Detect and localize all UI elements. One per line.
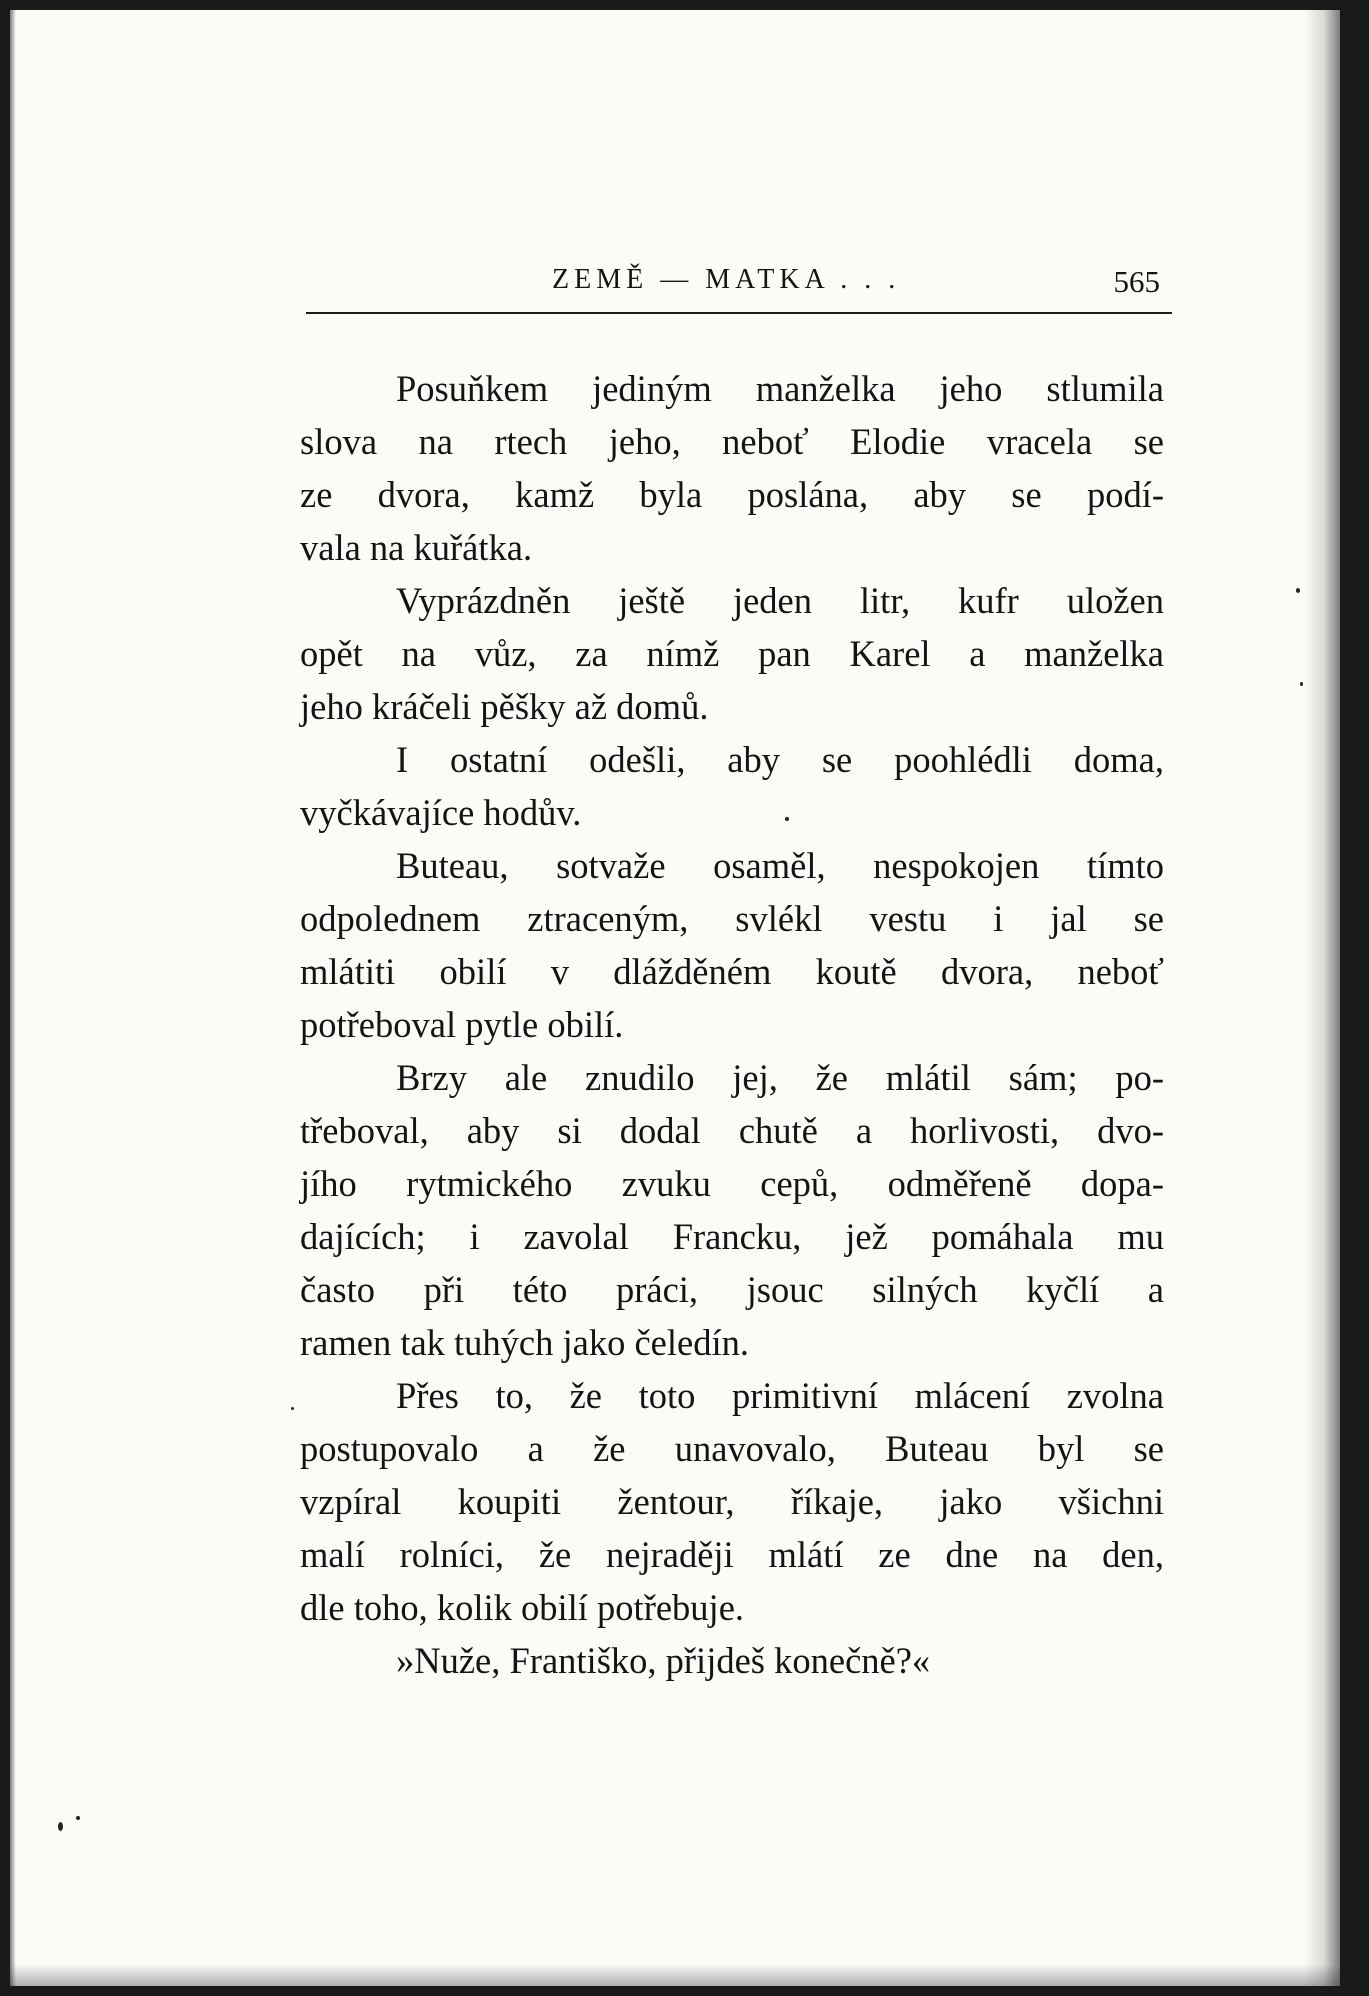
print-speck — [291, 1407, 294, 1410]
page-edge-shadow-left — [10, 10, 16, 1986]
paragraph — [300, 839, 1164, 1051]
print-speck — [58, 1822, 63, 1831]
text-line: odpolednem ztraceným, svlékl vestu i jal se — [300, 898, 1164, 939]
page-number: 565 — [1113, 264, 1160, 299]
text-line: často při této práci, jsouc silných kyčlí a — [300, 1269, 1164, 1310]
paragraph — [300, 574, 1164, 733]
text-line: potřeboval pytle obilí. — [300, 1004, 624, 1045]
print-speck — [1296, 588, 1300, 593]
text-line: Vyprázdněn ještě jeden litr, kufr uložen — [396, 580, 1164, 621]
text-line: »Nuže, Františko, přijdeš konečně?« — [396, 1640, 931, 1681]
text-line: opět na vůz, za nímž pan Karel a manželka — [300, 633, 1164, 674]
text-line: mlátiti obilí v dlážděném koutě dvora, neboť — [300, 951, 1164, 992]
print-speck — [1300, 682, 1303, 686]
paragraph — [300, 1369, 1164, 1634]
page-edge-shadow-right — [1304, 10, 1340, 1986]
body-text — [300, 362, 1164, 1687]
paragraph — [300, 1051, 1164, 1369]
text-line: Přes to, že toto primitivní mlácení zvolna — [396, 1375, 1164, 1416]
text-line: Buteau, sotvaže osaměl, nespokojen tímto — [396, 845, 1164, 886]
running-title: ZEMĚ — MATKA . . . — [552, 264, 901, 295]
text-line: vala na kuřátka. — [300, 527, 533, 568]
book-page — [10, 10, 1340, 1986]
paragraph — [300, 1634, 1164, 1687]
text-line: třeboval, aby si dodal chutě a horlivosti, dvo- — [300, 1110, 1164, 1151]
print-speck — [76, 1816, 80, 1820]
header-rule — [306, 312, 1172, 314]
text-line: postupovalo a že unavovalo, Buteau byl se — [300, 1428, 1164, 1469]
text-line: jeho kráčeli pěšky až domů. — [300, 686, 709, 727]
text-line: Brzy ale znudilo jej, že mlátil sám; po- — [396, 1057, 1164, 1098]
text-line: vzpíral koupiti žentour, říkaje, jako všichni — [300, 1481, 1164, 1522]
text-line: malí rolníci, že nejraději mlátí ze dne na den, — [300, 1534, 1164, 1575]
paragraph — [300, 733, 1164, 839]
page-edge-shadow-bottom — [10, 1964, 1340, 1986]
text-line: ramen tak tuhých jako čeledín. — [300, 1322, 749, 1363]
text-line: vyčkávajíce hodův. — [300, 792, 582, 833]
running-header — [306, 264, 1170, 310]
text-line: I ostatní odešli, aby se poohlédli doma, — [396, 739, 1164, 780]
print-speck — [785, 817, 789, 821]
text-line: jího rytmického zvuku cepů, odměřeně dopa- — [300, 1163, 1164, 1204]
text-line: Posuňkem jediným manželka jeho stlumila — [396, 368, 1164, 409]
text-line: dle toho, kolik obilí potřebuje. — [300, 1587, 745, 1628]
text-line: slova na rtech jeho, neboť Elodie vracela se — [300, 421, 1164, 462]
text-line: dajících; i zavolal Francku, jež pomáhala mu — [300, 1216, 1164, 1257]
paragraph — [300, 362, 1164, 574]
text-line: ze dvora, kamž byla poslána, aby se podí- — [300, 474, 1164, 515]
